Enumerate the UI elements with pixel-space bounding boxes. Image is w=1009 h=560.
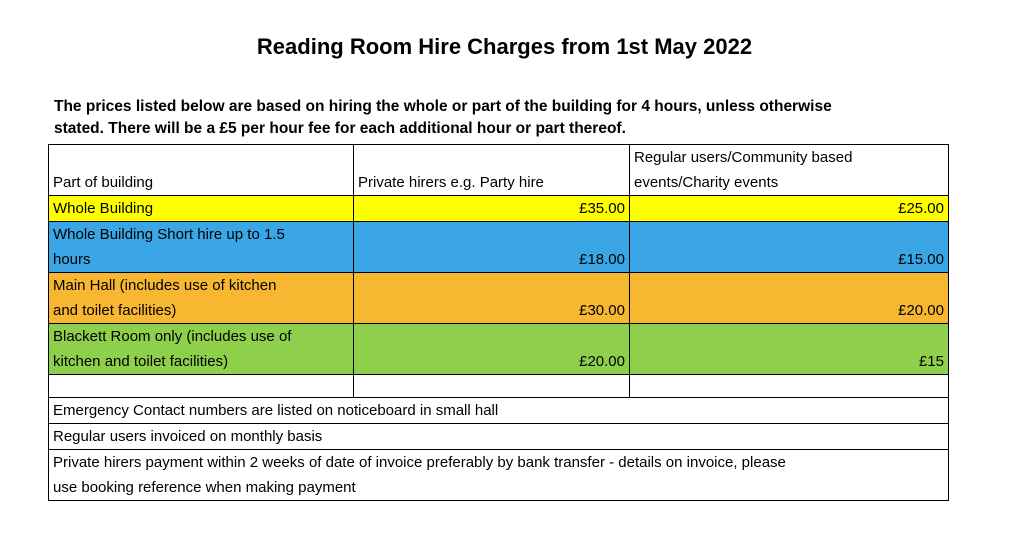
- row-part-label: Main Hall (includes use of kitchen and toilet facilities): [49, 273, 354, 324]
- intro-text: [54, 96, 954, 140]
- row-private-price: £20.00: [354, 324, 630, 375]
- row-private-price: £18.00: [354, 222, 630, 273]
- table-header-row: [49, 145, 949, 196]
- note-emergency-contacts: Emergency Contact numbers are listed on noticeboard in small hall: [49, 398, 949, 424]
- table-row-main-hall: [49, 273, 949, 324]
- row-regular-price: £25.00: [630, 196, 949, 222]
- row-part-label: Whole Building: [49, 196, 354, 222]
- row-regular-price: £20.00: [630, 273, 949, 324]
- header-regular-users: Regular users/Community based events/Charity events: [630, 145, 949, 196]
- row-regular-price: £15: [630, 324, 949, 375]
- table-row-short-hire: [49, 222, 949, 273]
- note-private-payment: Private hirers payment within 2 weeks of date of invoice preferably by bank transfer - details on invoice, please use booking reference when making payment: [49, 450, 949, 501]
- note-row-private-payment: [49, 450, 949, 501]
- page-title: Reading Room Hire Charges from 1st May 2022: [256, 34, 753, 59]
- hire-charges-table: [48, 144, 949, 501]
- header-part-of-building: Part of building: [49, 145, 354, 196]
- intro-line-2: stated. There will be a £5 per hour fee for each additional hour or part thereof.: [54, 120, 626, 137]
- note-regular-invoiced: Regular users invoiced on monthly basis: [49, 424, 949, 450]
- intro-line-1: The prices listed below are based on hiring the whole or part of the building for 4 hours, unless otherwise: [54, 98, 832, 115]
- note-row-regular-invoiced: [49, 424, 949, 450]
- row-private-price: £30.00: [354, 273, 630, 324]
- table-row-whole-building: [49, 196, 949, 222]
- table-row-empty: [49, 375, 949, 398]
- table-row-blackett-room: [49, 324, 949, 375]
- note-row-emergency-contacts: [49, 398, 949, 424]
- header-private-hirers: Private hirers e.g. Party hire: [354, 145, 630, 196]
- row-part-label: Whole Building Short hire up to 1.5 hours: [49, 222, 354, 273]
- row-private-price: £35.00: [354, 196, 630, 222]
- row-part-label: Blackett Room only (includes use of kitchen and toilet facilities): [49, 324, 354, 375]
- row-regular-price: £15.00: [630, 222, 949, 273]
